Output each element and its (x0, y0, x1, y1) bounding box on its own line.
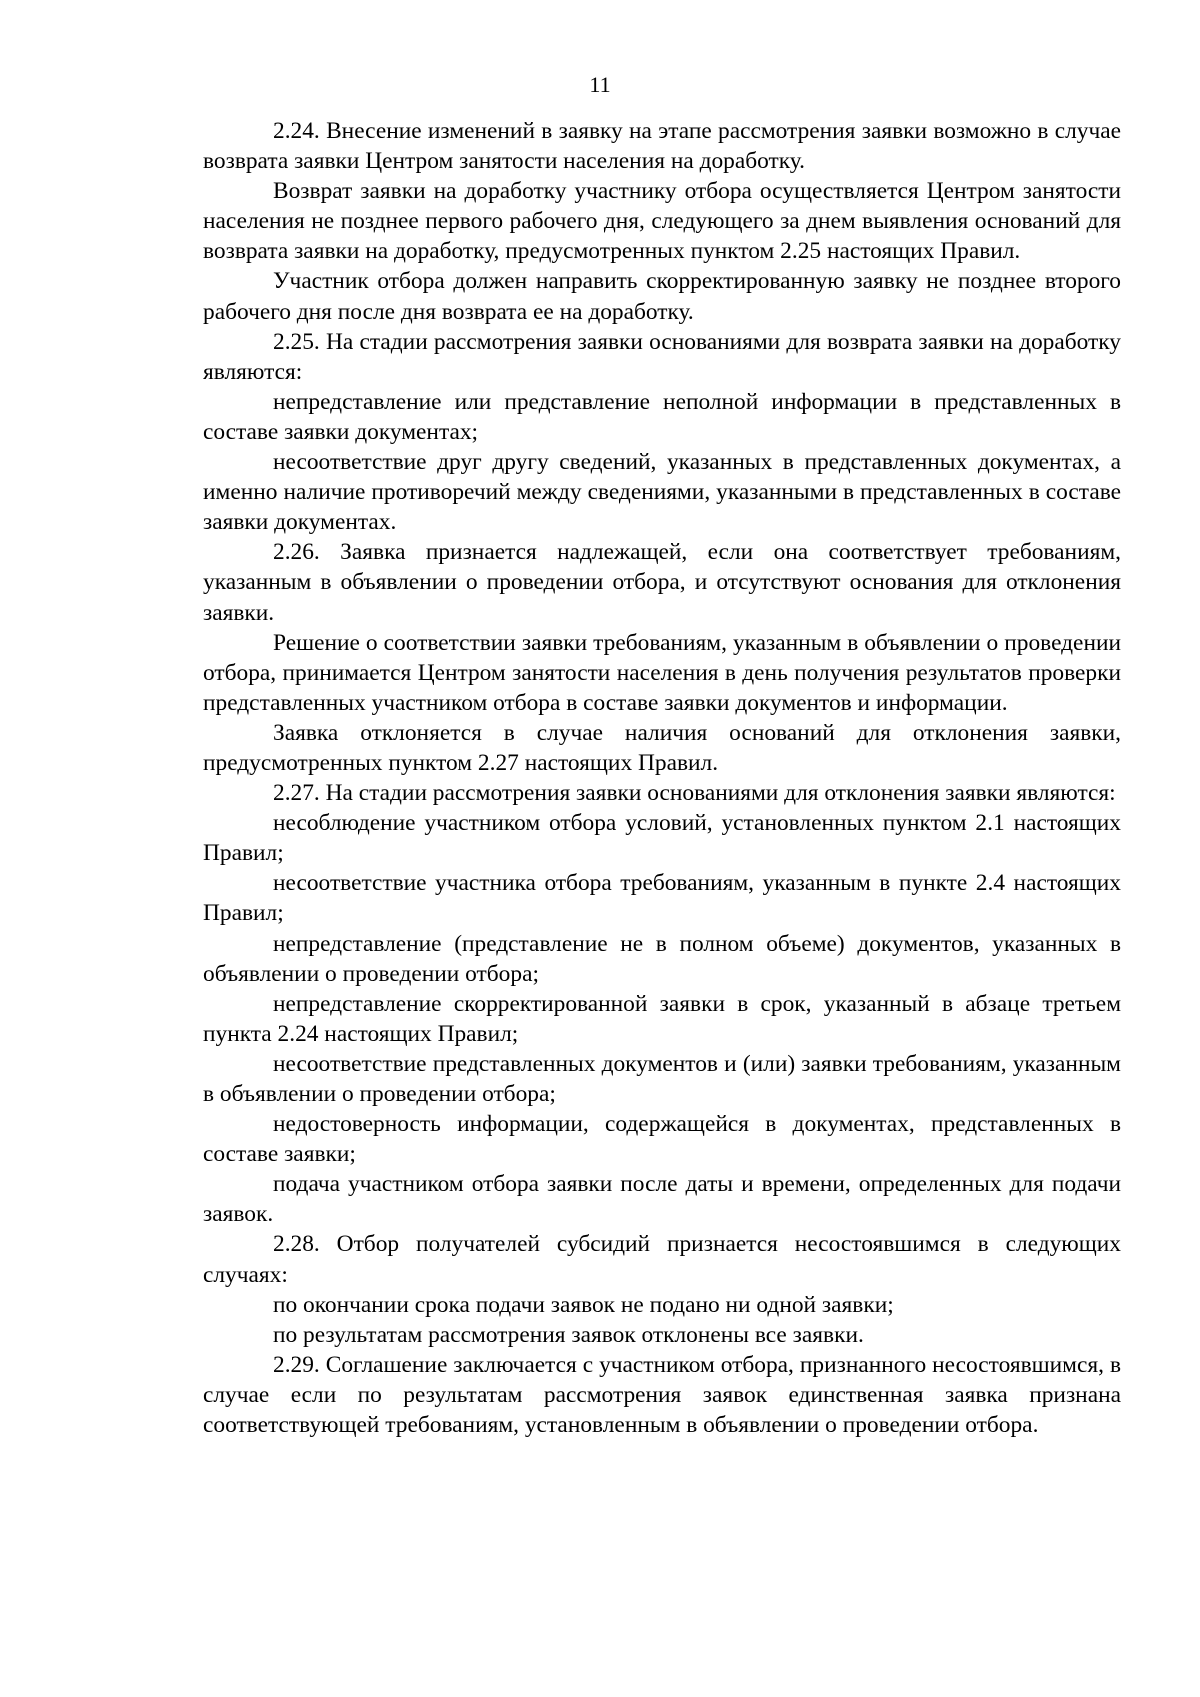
page-number: 11 (589, 72, 611, 97)
paragraph-2-28: 2.28. Отбор получателей субсидий признается несостоявшимся в следующих случаях: (203, 1231, 1121, 1288)
document-body (203, 116, 1121, 1440)
paragraph-2-27: 2.27. На стадии рассмотрения заявки основаниями для отклонения заявки являются: (273, 780, 1116, 807)
list-item-unreliable-info: недостоверность информации, содержащейся в документах, представленных в составе заявки; (203, 1111, 1121, 1168)
list-item-late-correction: непредставление скорректированной заявки в срок, указанный в абзаце третьем пункта 2.24 настоящих Правил; (203, 990, 1121, 1047)
paragraph-return-procedure: Возврат заявки на доработку участнику отбора осуществляется Центром занятости населения не позднее первого рабочего дня, следующего за днем выявления оснований для возврата заявки на доработку, предусмотренных пунктом 2.25 настоящих Правил. (203, 178, 1121, 265)
paragraph-2-24: 2.24. Внесение изменений в заявку на этапе рассмотрения заявки возможно в случае возврата заявки Центром занятости населения на доработку. (203, 118, 1121, 175)
list-item-incomplete-info: непредставление или представление неполной информации в представленных в составе заявки документах; (203, 388, 1121, 445)
list-item-late-submission: подача участником отбора заявки после даты и времени, определенных для подачи заявок. (203, 1171, 1121, 1228)
list-item-missing-documents: непредставление (представление не в полном объеме) документов, указанных в объявлении о проведении отбора; (203, 930, 1121, 987)
paragraph-2-26: 2.26. Заявка признается надлежащей, если она соответствует требованиям, указанным в объявлении о проведении отбора, и отсутствуют основания для отклонения заявки. (203, 539, 1121, 626)
list-item-no-applications: по окончании срока подачи заявок не подано ни одной заявки; (273, 1291, 894, 1318)
list-item-requirements-noncompliance: несоответствие участника отбора требованиям, указанным в пункте 2.4 настоящих Правил; (203, 870, 1121, 927)
paragraph-compliance-decision: Решение о соответствии заявки требованиям, указанным в объявлении о проведении отбора, принимается Центром занятости населения в день получения результатов проверки представленных участником отбора в составе заявки документов и информации. (203, 629, 1121, 716)
list-item-all-rejected: по результатам рассмотрения заявок отклонены все заявки. (273, 1321, 864, 1348)
paragraph-2-25: 2.25. На стадии рассмотрения заявки основаниями для возврата заявки на доработку являются: (203, 328, 1121, 385)
list-item-conditions-noncompliance: несоблюдение участником отбора условий, установленных пунктом 2.1 настоящих Правил; (203, 810, 1121, 867)
paragraph-resubmission-deadline: Участник отбора должен направить скорректированную заявку не позднее второго рабочего дня после дня возврата ее на доработку. (203, 268, 1121, 325)
paragraph-2-29: 2.29. Соглашение заключается с участником отбора, признанного несостоявшимся, в случае если по результатам рассмотрения заявок единственная заявка признана соответствующей требованиям, установленным в объявлении о проведении отбора. (203, 1351, 1121, 1439)
list-item-inconsistent-info: несоответствие друг другу сведений, указанных в представленных документах, а именно наличие противоречий между сведениями, указанными в представленных в составе заявки документах. (203, 449, 1121, 536)
list-item-documents-noncompliance: несоответствие представленных документов и (или) заявки требованиям, указанным в объявлении о проведении отбора; (203, 1050, 1121, 1107)
paragraph-rejection-basis: Заявка отклоняется в случае наличия оснований для отклонения заявки, предусмотренных пунктом 2.27 настоящих Правил. (203, 719, 1121, 776)
